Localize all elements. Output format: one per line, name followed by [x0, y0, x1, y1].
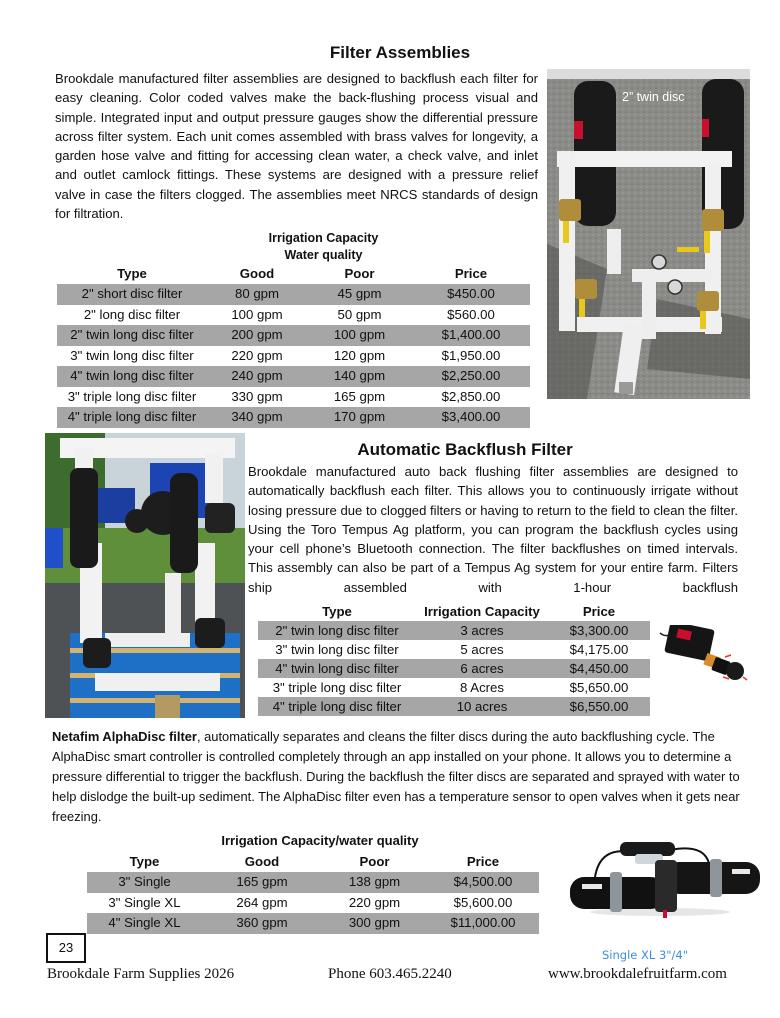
cell-type: 3" triple long disc filter	[272, 680, 402, 695]
cell-good: 220 gpm	[231, 347, 283, 363]
table-row	[57, 387, 530, 408]
cell-type: 4" triple long disc filter	[258, 697, 416, 716]
alphadisc-single-xl-photo	[560, 832, 765, 922]
filter-assemblies-table-block	[57, 230, 530, 428]
table-row	[258, 659, 650, 678]
twin-disc-filter-photo	[547, 69, 750, 399]
cell-price: $1,400.00	[412, 325, 530, 346]
cell-poor: 138 gpm	[322, 872, 427, 893]
cell-poor: 45 gpm	[307, 284, 412, 305]
table-header-row	[258, 602, 650, 621]
table-row	[57, 284, 530, 305]
cell-good: 165 gpm	[202, 872, 322, 893]
cell-price: $3,300.00	[548, 621, 650, 640]
cell-poor: 300 gpm	[322, 913, 427, 934]
cell-price: $1,950.00	[441, 347, 501, 363]
table-header-row	[57, 264, 530, 284]
cell-good: 264 gpm	[236, 894, 288, 910]
cell-capacity: 3 acres	[416, 621, 548, 640]
section-title-filter-assemblies: Filter Assemblies	[329, 43, 471, 62]
table-row	[258, 697, 650, 716]
filter-assemblies-description: Brookdale manufactured filter assemblies are designed to backflush each filter for easy cleaning. Color coded valves make the back-flushing process visual and simple. Integrated input and output pressure gauges show the differential pressure across filter system. Each unit comes assembled with brass valves for longevity, a garden hose valve and fitting for accessing clean water, a check valve, and inlet and outlet camlock fittings. These systems are designed with a pressure relief valve in case the filters clogged. The assemblies meet NRCS standards of design for filtration.	[55, 71, 538, 222]
cell-type: 2" short disc filter	[57, 284, 207, 305]
alphadisc-photo-caption: Single XL 3"/4"	[602, 948, 689, 962]
cell-type: 3" Single	[87, 872, 202, 893]
cell-type: 3" twin long disc filter	[275, 642, 399, 657]
cell-price: $4,500.00	[427, 872, 539, 893]
cell-type: 4" twin long disc filter	[57, 366, 207, 387]
table-caption-irrigation-capacity-water-quality: Irrigation Capacity/water quality	[221, 833, 419, 848]
section-title-automatic-backflush-filter: Automatic Backflush Filter	[357, 440, 573, 459]
cell-poor: 170 gpm	[307, 407, 412, 428]
filter-assemblies-price-table	[57, 264, 530, 428]
table-row	[57, 305, 530, 326]
cell-poor: 50 gpm	[337, 306, 382, 322]
cell-price: $4,175.00	[569, 642, 629, 657]
cell-type: 4" twin long disc filter	[258, 659, 416, 678]
table-row	[87, 872, 539, 893]
header-irrigation-capacity: Irrigation Capacity	[424, 604, 540, 619]
cell-type: 3" triple long disc filter	[67, 388, 197, 404]
header-price: Price	[582, 604, 616, 619]
table-row	[57, 346, 530, 367]
cell-price: $5,650.00	[569, 680, 629, 695]
automatic-backflush-price-table	[258, 602, 650, 716]
cell-poor: 140 gpm	[307, 366, 412, 387]
table-row	[57, 366, 530, 387]
cell-price: $560.00	[447, 306, 495, 322]
cell-price: $450.00	[412, 284, 530, 305]
cell-price: $11,000.00	[427, 913, 539, 934]
cell-good: 240 gpm	[207, 366, 307, 387]
cell-poor: 220 gpm	[348, 894, 401, 910]
cell-price: $6,550.00	[548, 697, 650, 716]
netafim-alphadisc-lead: Netafim AlphaDisc filter	[52, 729, 197, 744]
header-poor: Poor	[344, 266, 375, 281]
cell-good: 80 gpm	[207, 284, 307, 305]
cell-type: 2" twin long disc filter	[258, 621, 416, 640]
alphadisc-price-table	[87, 852, 539, 934]
netafim-alphadisc-description	[52, 727, 747, 827]
table-row	[258, 678, 650, 697]
cell-type: 2" long disc filter	[83, 306, 181, 322]
cell-price: $4,450.00	[548, 659, 650, 678]
header-type: Type	[129, 854, 160, 869]
header-price: Price	[466, 854, 500, 869]
automatic-backflush-description: Brookdale manufactured auto back flushing filter assemblies are designed to automatically backflush each filter. This allows you to continuously irrigate without losing pressure due to clogged filters or having to return to the field to clean the filter. Using the Toro Tempus Ag platform, you can program the backflush cycles using your cell phone’s Bluetooth connection. The filter backflushes on timed intervals. This assembly can also be part of a Tempus Ag system for your entire farm. Filters ship assembled with 1-hour backflush	[248, 464, 738, 595]
cell-good: 100 gpm	[231, 306, 283, 322]
table-row	[258, 621, 650, 640]
header-type: Type	[322, 604, 352, 619]
header-type: Type	[117, 266, 147, 281]
cell-poor: 120 gpm	[333, 347, 386, 363]
cell-capacity: 10 acres	[416, 697, 548, 716]
table-row	[57, 407, 530, 428]
cell-poor: 165 gpm	[333, 388, 386, 404]
photo-label-2-inch-twin-disc: 2” twin disc	[622, 90, 685, 104]
page-number: 23	[46, 933, 86, 963]
cell-price: $5,600.00	[453, 894, 513, 910]
cell-good: 340 gpm	[207, 407, 307, 428]
cell-good: 360 gpm	[202, 913, 322, 934]
table-caption-irrigation-capacity: Irrigation Capacity	[268, 231, 379, 245]
table-caption-water-quality: Water quality	[284, 248, 363, 262]
header-good: Good	[239, 266, 275, 281]
cell-price: $2,250.00	[412, 366, 530, 387]
footer-phone: Phone 603.465.2240	[328, 966, 452, 982]
cell-type: 3" Single XL	[108, 894, 181, 910]
table-header-row	[87, 852, 539, 872]
cell-good: 330 gpm	[231, 388, 283, 404]
footer-website: www.brookdalefruitfarm.com	[548, 966, 727, 982]
cell-capacity: 8 Acres	[460, 680, 504, 695]
cell-capacity: 5 acres	[460, 642, 504, 657]
netafim-alphadisc-body: , automatically separates and cleans the filter discs during the auto backflushing cycle. The AlphaDisc smart controller is controlled completely through an app installed on your phone. It allows you to determine a pressure differential to trigger the backflush. During the backflush the filter discs are separated and sprayed with water to help dislodge the built-up sediment. The AlphaDisc filter even has a temperature sensor to open valves when it gets near freezing.	[52, 729, 740, 824]
cell-price: $3,400.00	[412, 407, 530, 428]
header-price: Price	[454, 266, 488, 281]
table-row	[258, 640, 650, 659]
cell-type: 4" Single XL	[87, 913, 202, 934]
cell-poor: 100 gpm	[307, 325, 412, 346]
cell-type: 2" twin long disc filter	[57, 325, 207, 346]
footer-company: Brookdale Farm Supplies 2026	[47, 966, 235, 982]
cell-good: 200 gpm	[207, 325, 307, 346]
header-poor: Poor	[359, 854, 390, 869]
cell-type: 4" triple long disc filter	[57, 407, 207, 428]
cell-capacity: 6 acres	[416, 659, 548, 678]
toro-tempus-controller-photo	[655, 625, 755, 690]
cell-price: $2,850.00	[441, 388, 501, 404]
table-row	[87, 893, 539, 914]
cell-type: 3" twin long disc filter	[70, 347, 194, 363]
header-good: Good	[244, 854, 280, 869]
auto-backflush-assembly-photo	[45, 433, 245, 718]
table-row	[87, 913, 539, 934]
table-row	[57, 325, 530, 346]
